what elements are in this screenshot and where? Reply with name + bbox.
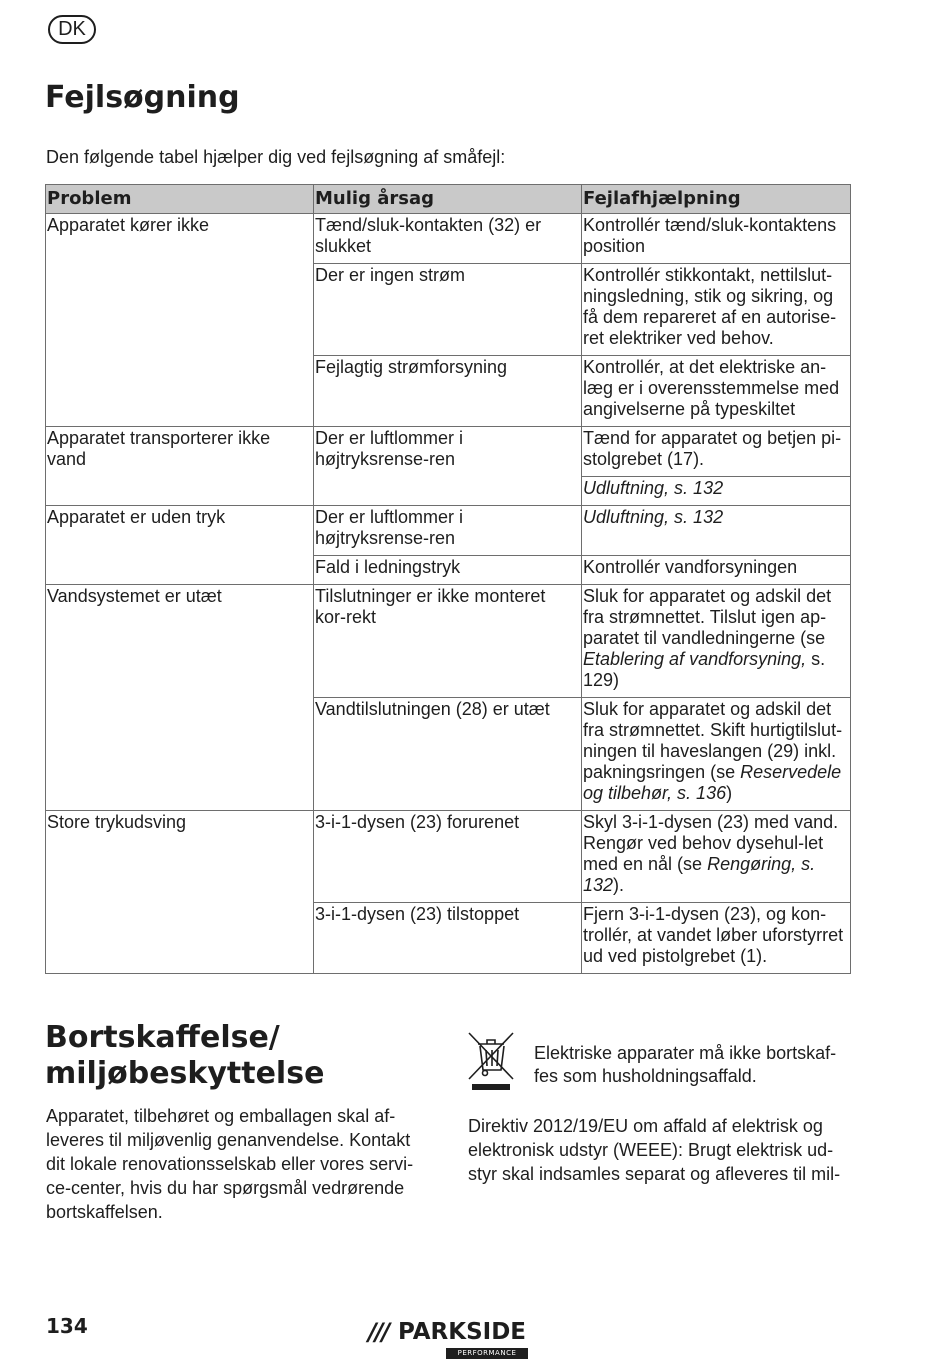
crossed-out-wheelie-bin-icon (466, 1030, 516, 1092)
remedy-reference: Rengøring, s. 132 (583, 854, 816, 895)
page-number: 134 (46, 1314, 88, 1338)
remedy-text: Kontrollér vandforsyningen (583, 557, 798, 577)
remedy-text: Sluk for apparatet og adskil det fra strømnettet. Skift hurtigtilslut-ningen til haveslangen (29) inkl. pakningsringen (se (583, 699, 843, 782)
remedy-cell (582, 698, 851, 811)
logo-slashes: /// (368, 1318, 389, 1346)
cause-cell: Fald i ledningstryk (314, 556, 582, 585)
cause-cell: Vandtilslutningen (28) er utæt (314, 698, 582, 811)
cause-cell: Der er luftlommer i højtryksrense-ren (314, 427, 582, 506)
table-row (46, 585, 851, 698)
problem-cell: Apparatet transporterer ikke vand (46, 427, 314, 506)
remedy-cell (582, 264, 851, 356)
language-badge: DK (48, 15, 96, 44)
remedy-text: Fjern 3-i-1-dysen (23), og kon-trollér, at vandet løber uforstyrret ud ved pistolgrebet (1). (583, 904, 844, 966)
remedy-text: Tænd for apparatet og betjen pi-stolgrebet (17). (583, 428, 842, 469)
remedy-reference: Udluftning, s. 132 (583, 507, 724, 527)
weee-notice: Elektriske apparater må ikke bortskaf-fes som husholdningsaffald. (534, 1043, 837, 1086)
remedy-text: Kontrollér, at det elektriske an-læg er i overensstemmelse med angivelserne på typeskiltet (583, 357, 840, 419)
problem-cell: Vandsystemet er utæt (46, 585, 314, 811)
disposal-title-line1: Bortskaffelse/ (45, 1020, 280, 1055)
header-problem: Problem (46, 185, 314, 214)
remedy-text: ). (613, 875, 625, 895)
remedy-text: s. 129) (583, 649, 826, 690)
problem-cell: Apparatet er uden tryk (46, 506, 314, 585)
troubleshooting-intro: Den følgende tabel hjælper dig ved fejlsøgning af småfejl: (46, 147, 506, 167)
parkside-logo (368, 1318, 530, 1360)
table-row (46, 811, 851, 903)
cause-cell: Fejlagtig strømforsyning (314, 356, 582, 427)
remedy-cell (582, 427, 851, 477)
disposal-title-line2: miljøbeskyttelse (45, 1056, 325, 1091)
logo-subline: PERFORMANCE (446, 1348, 528, 1359)
troubleshooting-table (45, 184, 851, 974)
disposal-paragraph: Apparatet, tilbehøret og emballagen skal af-leveres til miljøvenlig genanvendelse. Kontakt dit lokale renovationsselskab eller vores servi-ce-center, hvis du har spørgsmål vedrørende bortskaffelsen. (46, 1106, 414, 1222)
cause-cell: Der er luftlommer i højtryksrense-ren (314, 506, 582, 556)
table-row (46, 427, 851, 477)
remedy-cell (582, 556, 851, 585)
header-remedy: Fejlafhjælpning (582, 185, 851, 214)
cause-cell: Der er ingen strøm (314, 264, 582, 356)
remedy-reference: Etablering af vandforsyning, (583, 649, 807, 669)
remedy-cell (582, 506, 851, 556)
remedy-text: Kontrollér tænd/sluk-kontaktens position (583, 215, 837, 256)
remedy-cell (582, 811, 851, 903)
weee-directive-text: Direktiv 2012/19/EU om affald af elektrisk og elektronisk udstyr (WEEE): Brugt elektrisk ud-styr skal indsamles separat og afleveres til mil- (468, 1116, 841, 1184)
remedy-cell (582, 477, 851, 506)
table-row (46, 214, 851, 264)
table-body (46, 214, 851, 974)
disposal-title (45, 1020, 324, 1092)
remedy-reference: Udluftning, s. 132 (583, 478, 724, 498)
troubleshooting-title: Fejlsøgning (45, 80, 240, 115)
header-cause: Mulig årsag (314, 185, 582, 214)
remedy-cell (582, 356, 851, 427)
remedy-text: Skyl 3-i-1-dysen (23) med vand. Rengør ved behov dysehul-let med en nål (se (583, 812, 839, 874)
cause-cell: Tilslutninger er ikke monteret kor-rekt (314, 585, 582, 698)
cause-cell: 3-i-1-dysen (23) tilstoppet (314, 903, 582, 974)
remedy-cell (582, 585, 851, 698)
remedy-text: Sluk for apparatet og adskil det fra strømnettet. Tilslut igen ap-paratet til vandledningerne (se (583, 586, 832, 648)
table-row (46, 506, 851, 556)
remedy-reference: Reservedele og tilbehør, s. 136 (583, 762, 842, 803)
problem-cell: Apparatet kører ikke (46, 214, 314, 427)
remedy-text: ) (726, 783, 733, 803)
logo-wordmark: PARKSIDE (398, 1319, 527, 1345)
remedy-text: Kontrollér stikkontakt, nettilslut-ningsledning, stik og sikring, og få dem repareret af en autorise-ret elektriker ved behov. (583, 265, 837, 348)
table-header-row (46, 185, 851, 214)
cause-cell: 3-i-1-dysen (23) forurenet (314, 811, 582, 903)
remedy-cell (582, 214, 851, 264)
cause-cell: Tænd/sluk-kontakten (32) er slukket (314, 214, 582, 264)
problem-cell: Store trykudsving (46, 811, 314, 974)
remedy-cell (582, 903, 851, 974)
